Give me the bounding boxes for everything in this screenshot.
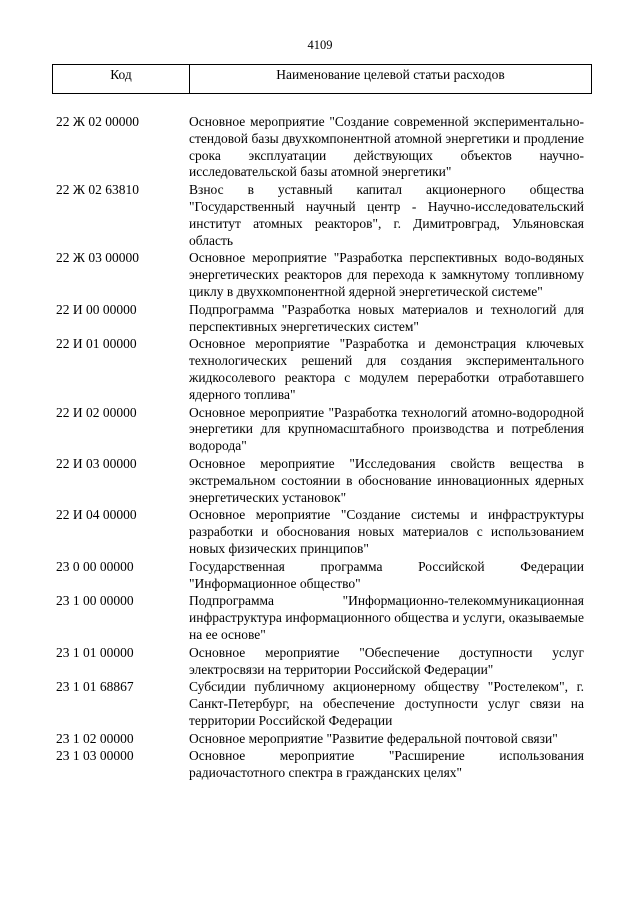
row-name: Основное мероприятие "Расширение использования радиочастотного спектра в гражданских целях" bbox=[189, 748, 584, 781]
table-row bbox=[52, 405, 592, 455]
row-name: Основное мероприятие "Создание современной экспериментально-стендовой базы двухкомпонентной атомной энергетики и продление срока эксплуатации действующих объектов научно-исследовательской базы атомной энергетики" bbox=[189, 114, 584, 180]
row-name: Подпрограмма "Разработка новых материалов и технологий для перспективных энергетических систем" bbox=[189, 301, 584, 334]
table-row bbox=[52, 456, 592, 506]
row-code: 22 И 03 00000 bbox=[56, 455, 137, 471]
row-code: 23 1 02 00000 bbox=[56, 730, 134, 746]
row-code: 22 И 02 00000 bbox=[56, 404, 137, 420]
row-name: Основное мероприятие "Обеспечение доступности услуг электросвязи на территории Российской Федерации" bbox=[189, 644, 584, 677]
row-name: Субсидии публичному акционерному обществу "Ростелеком", г. Санкт-Петербург, на обеспечение доступности услуг связи на территории Российской Федерации bbox=[189, 679, 584, 728]
row-code: 23 1 03 00000 bbox=[56, 748, 134, 764]
column-header-code: Код bbox=[53, 65, 190, 93]
table-row bbox=[52, 748, 592, 782]
row-code: 22 Ж 02 00000 bbox=[56, 114, 139, 129]
table-row bbox=[52, 645, 592, 679]
table-row bbox=[52, 302, 592, 336]
table-row bbox=[52, 336, 592, 403]
table-row bbox=[52, 507, 592, 557]
table-row bbox=[52, 731, 592, 748]
row-name: Подпрограмма "Информационно-телекоммуникационная инфраструктура информационного общества и услуги, оказываемые на ее основе" bbox=[189, 593, 584, 642]
table-header bbox=[52, 64, 592, 94]
table-row bbox=[52, 679, 592, 729]
table-row bbox=[52, 559, 592, 593]
row-code: 23 0 00 00000 bbox=[56, 558, 134, 574]
row-name: Государственная программа Российской Федерации "Информационное общество" bbox=[189, 558, 584, 591]
row-name: Основное мероприятие "Разработка технологий атомно-водородной энергетики для крупномасштабного производства и потребления водорода" bbox=[189, 404, 584, 454]
row-code: 22 Ж 02 63810 bbox=[56, 182, 139, 198]
row-name: Основное мероприятие "Разработка перспективных водо-водяных энергетических реакторов для перехода к замкнутому топливному циклу в двухкомпонентной ядерной энергетической системе" bbox=[189, 250, 584, 299]
row-code: 23 1 00 00000 bbox=[56, 593, 134, 609]
row-name: Основное мероприятие "Разработка и демонстрация ключевых технологических решений для создания экспериментального жидкосолевого реактора с модулем переработки отработавшего ядерного топлива" bbox=[189, 336, 584, 402]
table-row bbox=[52, 593, 592, 643]
row-code: 23 1 01 68867 bbox=[56, 679, 134, 695]
row-name: Основное мероприятие "Создание системы и инфраструктуры разработки и обоснования новых материалов с использованием новых физических принципов" bbox=[189, 507, 584, 556]
table-row bbox=[52, 114, 592, 181]
table-row bbox=[52, 182, 592, 249]
column-header-name: Наименование целевой статьи расходов bbox=[276, 67, 505, 82]
row-code: 22 И 00 00000 bbox=[56, 301, 137, 317]
table-body bbox=[52, 114, 592, 783]
row-name: Основное мероприятие "Исследования свойств вещества в экстремальном состоянии в обоснование инновационных ядерных энергетических установок" bbox=[189, 455, 584, 505]
row-code: 22 И 04 00000 bbox=[56, 507, 137, 523]
row-code: 22 И 01 00000 bbox=[56, 336, 137, 352]
row-name: Основное мероприятие "Развитие федеральной почтовой связи" bbox=[189, 730, 558, 746]
row-code: 22 Ж 03 00000 bbox=[56, 250, 139, 266]
page-number: 4109 bbox=[307, 38, 333, 52]
row-name: Взнос в уставный капитал акционерного общества "Государственный научный центр - Научно-исследовательский институт атомных реакторов", г. Димитровград, Ульяновская область bbox=[189, 182, 584, 248]
row-code: 23 1 01 00000 bbox=[56, 644, 134, 660]
table-row bbox=[52, 250, 592, 300]
